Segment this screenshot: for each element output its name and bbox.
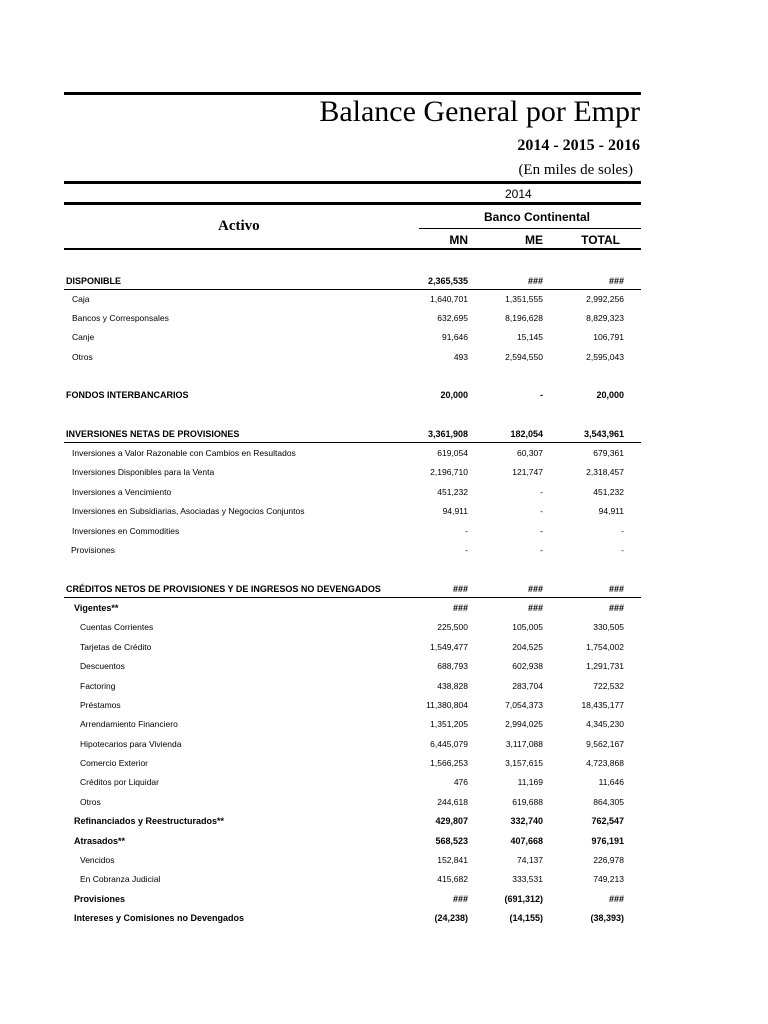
value-mn: 94,911 [442, 506, 468, 516]
row-label: Caja [72, 294, 90, 304]
table-row [0, 348, 768, 366]
row-label: Inversiones en Subsidiarias, Asociadas y Negocios Conjuntos [72, 506, 305, 516]
row-label: Créditos por Liquidar [80, 777, 159, 787]
value-mn: ### [452, 894, 468, 904]
row-label: Canje [72, 332, 95, 342]
value-total: 4,723,868 [586, 758, 624, 768]
row-label: Otros [80, 797, 101, 807]
value-me: - [540, 545, 543, 555]
table-row [0, 502, 768, 520]
value-total: 18,435,177 [581, 700, 624, 710]
value-mn: 632,695 [437, 313, 468, 323]
row-label: Intereses y Comisiones no Devengados [74, 913, 245, 923]
column-year: 2014 [505, 187, 532, 201]
value-mn: 2,196,710 [430, 467, 468, 477]
row-label: INVERSIONES NETAS DE PROVISIONES [66, 429, 240, 439]
value-me: 333,531 [512, 874, 543, 884]
row-label: Inversiones a Vencimiento [72, 487, 172, 497]
value-total: 3,543,961 [583, 429, 624, 439]
value-mn: 619,054 [437, 448, 468, 458]
value-me: 15,145 [517, 332, 543, 342]
value-me: - [540, 526, 543, 536]
row-underline [64, 442, 641, 443]
value-total: 976,191 [591, 836, 624, 846]
value-me: 2,594,550 [505, 352, 543, 362]
table-row [0, 715, 768, 733]
table-row [0, 812, 768, 830]
row-label: CRÉDITOS NETOS DE PROVISIONES Y DE INGRESOS NO DEVENGADOS [66, 584, 381, 594]
row-label: Otros [72, 352, 93, 362]
value-total: 451,232 [593, 487, 624, 497]
table-row [0, 309, 768, 327]
table-row [0, 657, 768, 675]
value-total: 11,646 [598, 777, 624, 787]
value-total: 2,992,256 [586, 294, 624, 304]
value-total: - [621, 545, 624, 555]
table-row [0, 618, 768, 636]
value-mn: 476 [453, 777, 468, 787]
value-me: - [540, 506, 543, 516]
table-row [0, 580, 768, 598]
value-total: 94,911 [598, 506, 624, 516]
value-mn: 11,380,804 [426, 700, 468, 710]
value-mn: 20,000 [440, 390, 468, 400]
value-mn: 568,523 [435, 836, 468, 846]
value-me: ### [527, 603, 543, 613]
value-mn: 438,828 [437, 681, 468, 691]
value-me: 407,668 [510, 836, 543, 846]
value-mn: - [465, 545, 468, 555]
row-label: Provisiones [74, 894, 126, 904]
table-row [0, 463, 768, 481]
table-row [0, 754, 768, 772]
value-total: 106,791 [593, 332, 624, 342]
value-total: 2,318,457 [586, 467, 624, 477]
table-row [0, 696, 768, 714]
value-me: (14,155) [509, 913, 543, 923]
column-mn: MN [449, 233, 468, 247]
value-me: 11,169 [517, 777, 543, 787]
value-mn: 244,618 [437, 797, 468, 807]
table-row [0, 599, 768, 617]
value-mn: 1,640,701 [430, 294, 468, 304]
table-row [0, 272, 768, 290]
value-mn: 493 [453, 352, 468, 362]
table-row [0, 483, 768, 501]
value-mn: 688,793 [437, 661, 468, 671]
value-me: 182,054 [510, 429, 543, 439]
value-total: 9,562,167 [586, 739, 624, 749]
value-total: - [621, 526, 624, 536]
table-row [0, 541, 768, 559]
value-mn: 3,361,908 [427, 429, 468, 439]
value-me: 3,157,615 [505, 758, 543, 768]
value-mn: 415,682 [437, 874, 468, 884]
row-label: Vencidos [80, 855, 115, 865]
table-row [0, 773, 768, 791]
row-label: Descuentos [80, 661, 125, 671]
report-units: (En miles de soles) [518, 162, 633, 178]
table-row [0, 425, 768, 443]
row-label: Inversiones en Commodities [72, 526, 180, 536]
section-title: Activo [218, 218, 260, 234]
value-mn: 91,646 [442, 332, 468, 342]
table-row [0, 522, 768, 540]
value-me: 619,688 [512, 797, 543, 807]
row-label: Bancos y Corresponsales [72, 313, 169, 323]
value-me: 8,196,628 [505, 313, 543, 323]
value-mn: 429,807 [435, 816, 468, 826]
table-row [0, 909, 768, 927]
value-total: 8,829,323 [586, 313, 624, 323]
value-mn: 152,841 [437, 855, 468, 865]
report-title: Balance General por Empr [319, 95, 640, 128]
value-total: 1,291,731 [586, 661, 624, 671]
value-me: - [540, 487, 543, 497]
value-total: 1,754,002 [586, 642, 624, 652]
value-mn: ### [452, 584, 468, 594]
value-me: ### [527, 584, 543, 594]
value-total: 679,361 [593, 448, 624, 458]
value-total: 20,000 [596, 390, 624, 400]
value-mn: 1,549,477 [430, 642, 468, 652]
value-total: ### [608, 584, 624, 594]
column-total: TOTAL [581, 233, 620, 247]
bank-name: Banco Continental [484, 210, 591, 224]
value-me: 602,938 [512, 661, 543, 671]
row-label: En Cobranza Judicial [80, 874, 161, 884]
value-me: 7,054,373 [505, 700, 543, 710]
value-total: 330,505 [593, 622, 624, 632]
value-me: 121,747 [512, 467, 543, 477]
table-row [0, 793, 768, 811]
row-label: Hipotecarios para Vivienda [80, 739, 182, 749]
value-total: (38,393) [590, 913, 624, 923]
table-row [0, 638, 768, 656]
value-me: (691,312) [504, 894, 543, 904]
value-me: 105,005 [512, 622, 543, 632]
table-row [0, 832, 768, 850]
row-label: Vigentes** [74, 603, 119, 613]
row-label: FONDOS INTERBANCARIOS [66, 390, 189, 400]
value-me: 1,351,555 [505, 294, 543, 304]
table-row [0, 851, 768, 869]
value-mn: 2,365,535 [427, 276, 468, 286]
value-total: 749,213 [593, 874, 624, 884]
row-label: Comercio Exterior [80, 758, 149, 768]
report-years: 2014 - 2015 - 2016 [517, 137, 640, 154]
value-total: 722,532 [593, 681, 624, 691]
value-mn: 6,445,079 [430, 739, 468, 749]
value-me: ### [527, 276, 543, 286]
table-row [0, 677, 768, 695]
value-mn: 451,232 [437, 487, 468, 497]
row-label: Tarjetas de Crédito [80, 642, 152, 652]
value-me: 283,704 [512, 681, 543, 691]
value-total: ### [608, 603, 624, 613]
table-row [0, 386, 768, 404]
value-mn: 1,351,205 [430, 719, 468, 729]
value-mn: 225,500 [437, 622, 468, 632]
row-label: Inversiones Disponibles para la Venta [72, 467, 215, 477]
row-label: Refinanciados y Reestructurados** [74, 816, 225, 826]
row-label: Arrendamiento Financiero [80, 719, 178, 729]
value-me: 60,307 [517, 448, 543, 458]
row-label: DISPONIBLE [66, 276, 122, 286]
row-underline [64, 597, 641, 598]
row-label: Cuentas Corrientes [80, 622, 154, 632]
value-me: 3,117,088 [505, 739, 543, 749]
table-row [0, 890, 768, 908]
value-total: 4,345,230 [586, 719, 624, 729]
row-label: Inversiones a Valor Razonable con Cambios en Resultados [72, 448, 296, 458]
value-mn: - [465, 526, 468, 536]
row-label: Atrasados** [74, 836, 126, 846]
table-row [0, 290, 768, 308]
value-total: ### [608, 276, 624, 286]
value-total: 762,547 [591, 816, 624, 826]
value-me: 332,740 [510, 816, 543, 826]
column-me: ME [525, 233, 543, 247]
value-total: 2,595,043 [586, 352, 624, 362]
value-me: - [540, 390, 543, 400]
value-me: 2,994,025 [505, 719, 543, 729]
value-mn: ### [452, 603, 468, 613]
value-me: 204,525 [512, 642, 543, 652]
row-label: Préstamos [80, 700, 121, 710]
table-row [0, 328, 768, 346]
value-total: 226,978 [593, 855, 624, 865]
value-me: 74,137 [517, 855, 543, 865]
value-total: 864,305 [593, 797, 624, 807]
row-label: Provisiones [71, 545, 115, 555]
table-row [0, 735, 768, 753]
value-total: ### [608, 894, 624, 904]
value-mn: 1,566,253 [430, 758, 468, 768]
table-row [0, 444, 768, 462]
row-label: Factoring [80, 681, 116, 691]
value-mn: (24,238) [434, 913, 468, 923]
table-row [0, 870, 768, 888]
